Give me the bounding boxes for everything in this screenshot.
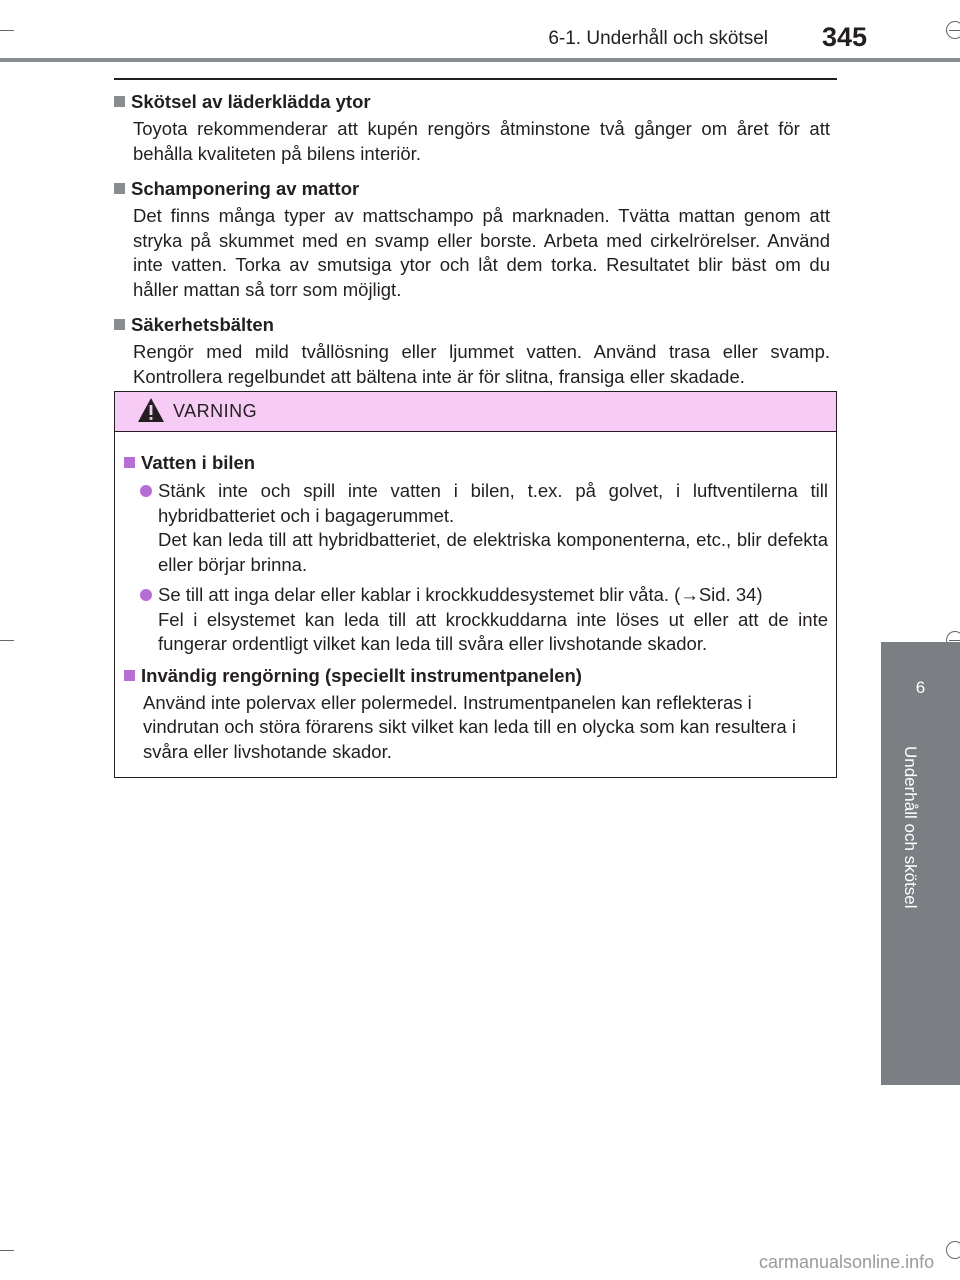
warning-bullet: Stänk inte och spill inte vatten i bilen, t.ex. på golvet, i luftventilerna till hybridbatteriet och i bagagerummet. Det kan leda till att hybridbatteriet, de elektriska komponenterna, etc., blir defekta eller börjar brinna.: [124, 479, 828, 577]
section-body: Det finns många typer av mattschampo på marknaden. Tvätta mattan genom att stryka på skummet med en svamp eller borste. Arbeta med cirkelrörelser. Använd inte vatten. Torka av smutsiga ytor och låt dem torka. Resultatet blir bäst om du håller mattan så torr som möjligt.: [133, 205, 830, 300]
top-rule: [114, 78, 837, 80]
warning-triangle-icon: [137, 397, 165, 423]
chapter-number: 6: [915, 678, 926, 697]
warning-bullet: Se till att inga delar eller kablar i krockkuddesystemet blir våta. (→Sid. 34) Fel i elsystemet kan leda till att krockkuddarna inte löses ut eller att de inte fungerar ordentligt vilket kan leda till svåra eller livshotande skador.: [124, 583, 828, 657]
square-bullet-icon: [114, 183, 125, 194]
warning-heading: Vatten i bilen: [124, 450, 828, 475]
section-body: Toyota rekommenderar att kupén rengörs åtminstone två gånger om året för att behålla kvaliteten på bilens interiör.: [133, 118, 830, 164]
square-bullet-icon: [124, 670, 135, 681]
header-bar: [0, 58, 960, 62]
square-bullet-icon: [114, 96, 125, 107]
section-title: 6-1. Underhåll och skötsel: [548, 28, 768, 49]
warning-text: Använd inte polervax eller polermedel. Instrumentpanelen kan reflekteras i vindrutan och störa förarens sikt vilket kan leda till en olycka som kan resultera i svåra eller livshotande skador.: [143, 691, 796, 762]
circle-bullet-icon: [140, 589, 152, 601]
square-bullet-icon: [114, 319, 125, 330]
crop-mark-circle: [946, 1241, 960, 1259]
warning-title: VARNING: [173, 401, 258, 421]
chapter-label: Underhåll och skötsel: [901, 746, 920, 909]
crop-mark: [0, 640, 14, 641]
square-bullet-icon: [124, 457, 135, 468]
watermark: carmanualsonline.info: [759, 1252, 935, 1272]
crop-mark: [0, 30, 14, 31]
warning-heading: Invändig rengörning (speciellt instrumentpanelen): [124, 663, 828, 688]
crop-mark-circle: [946, 21, 960, 39]
warning-header: [115, 392, 836, 432]
main-content: [114, 89, 830, 389]
warning-body: [115, 432, 836, 764]
section-body: Rengör med mild tvållösning eller ljummet vatten. Använd trasa eller svamp. Kontrollera regelbundet att bältena inte är för slitna, fransiga eller skadade.: [133, 341, 830, 387]
section-heading: Skötsel av läderklädda ytor: [114, 89, 830, 114]
circle-bullet-icon: [140, 485, 152, 497]
section-heading: Schamponering av mattor: [114, 176, 830, 201]
chapter-tab: [881, 642, 960, 1085]
warning-box: [114, 391, 837, 778]
page-number: 345: [822, 22, 868, 52]
section-heading: Säkerhetsbälten: [114, 312, 830, 337]
crop-mark: [0, 1250, 14, 1251]
